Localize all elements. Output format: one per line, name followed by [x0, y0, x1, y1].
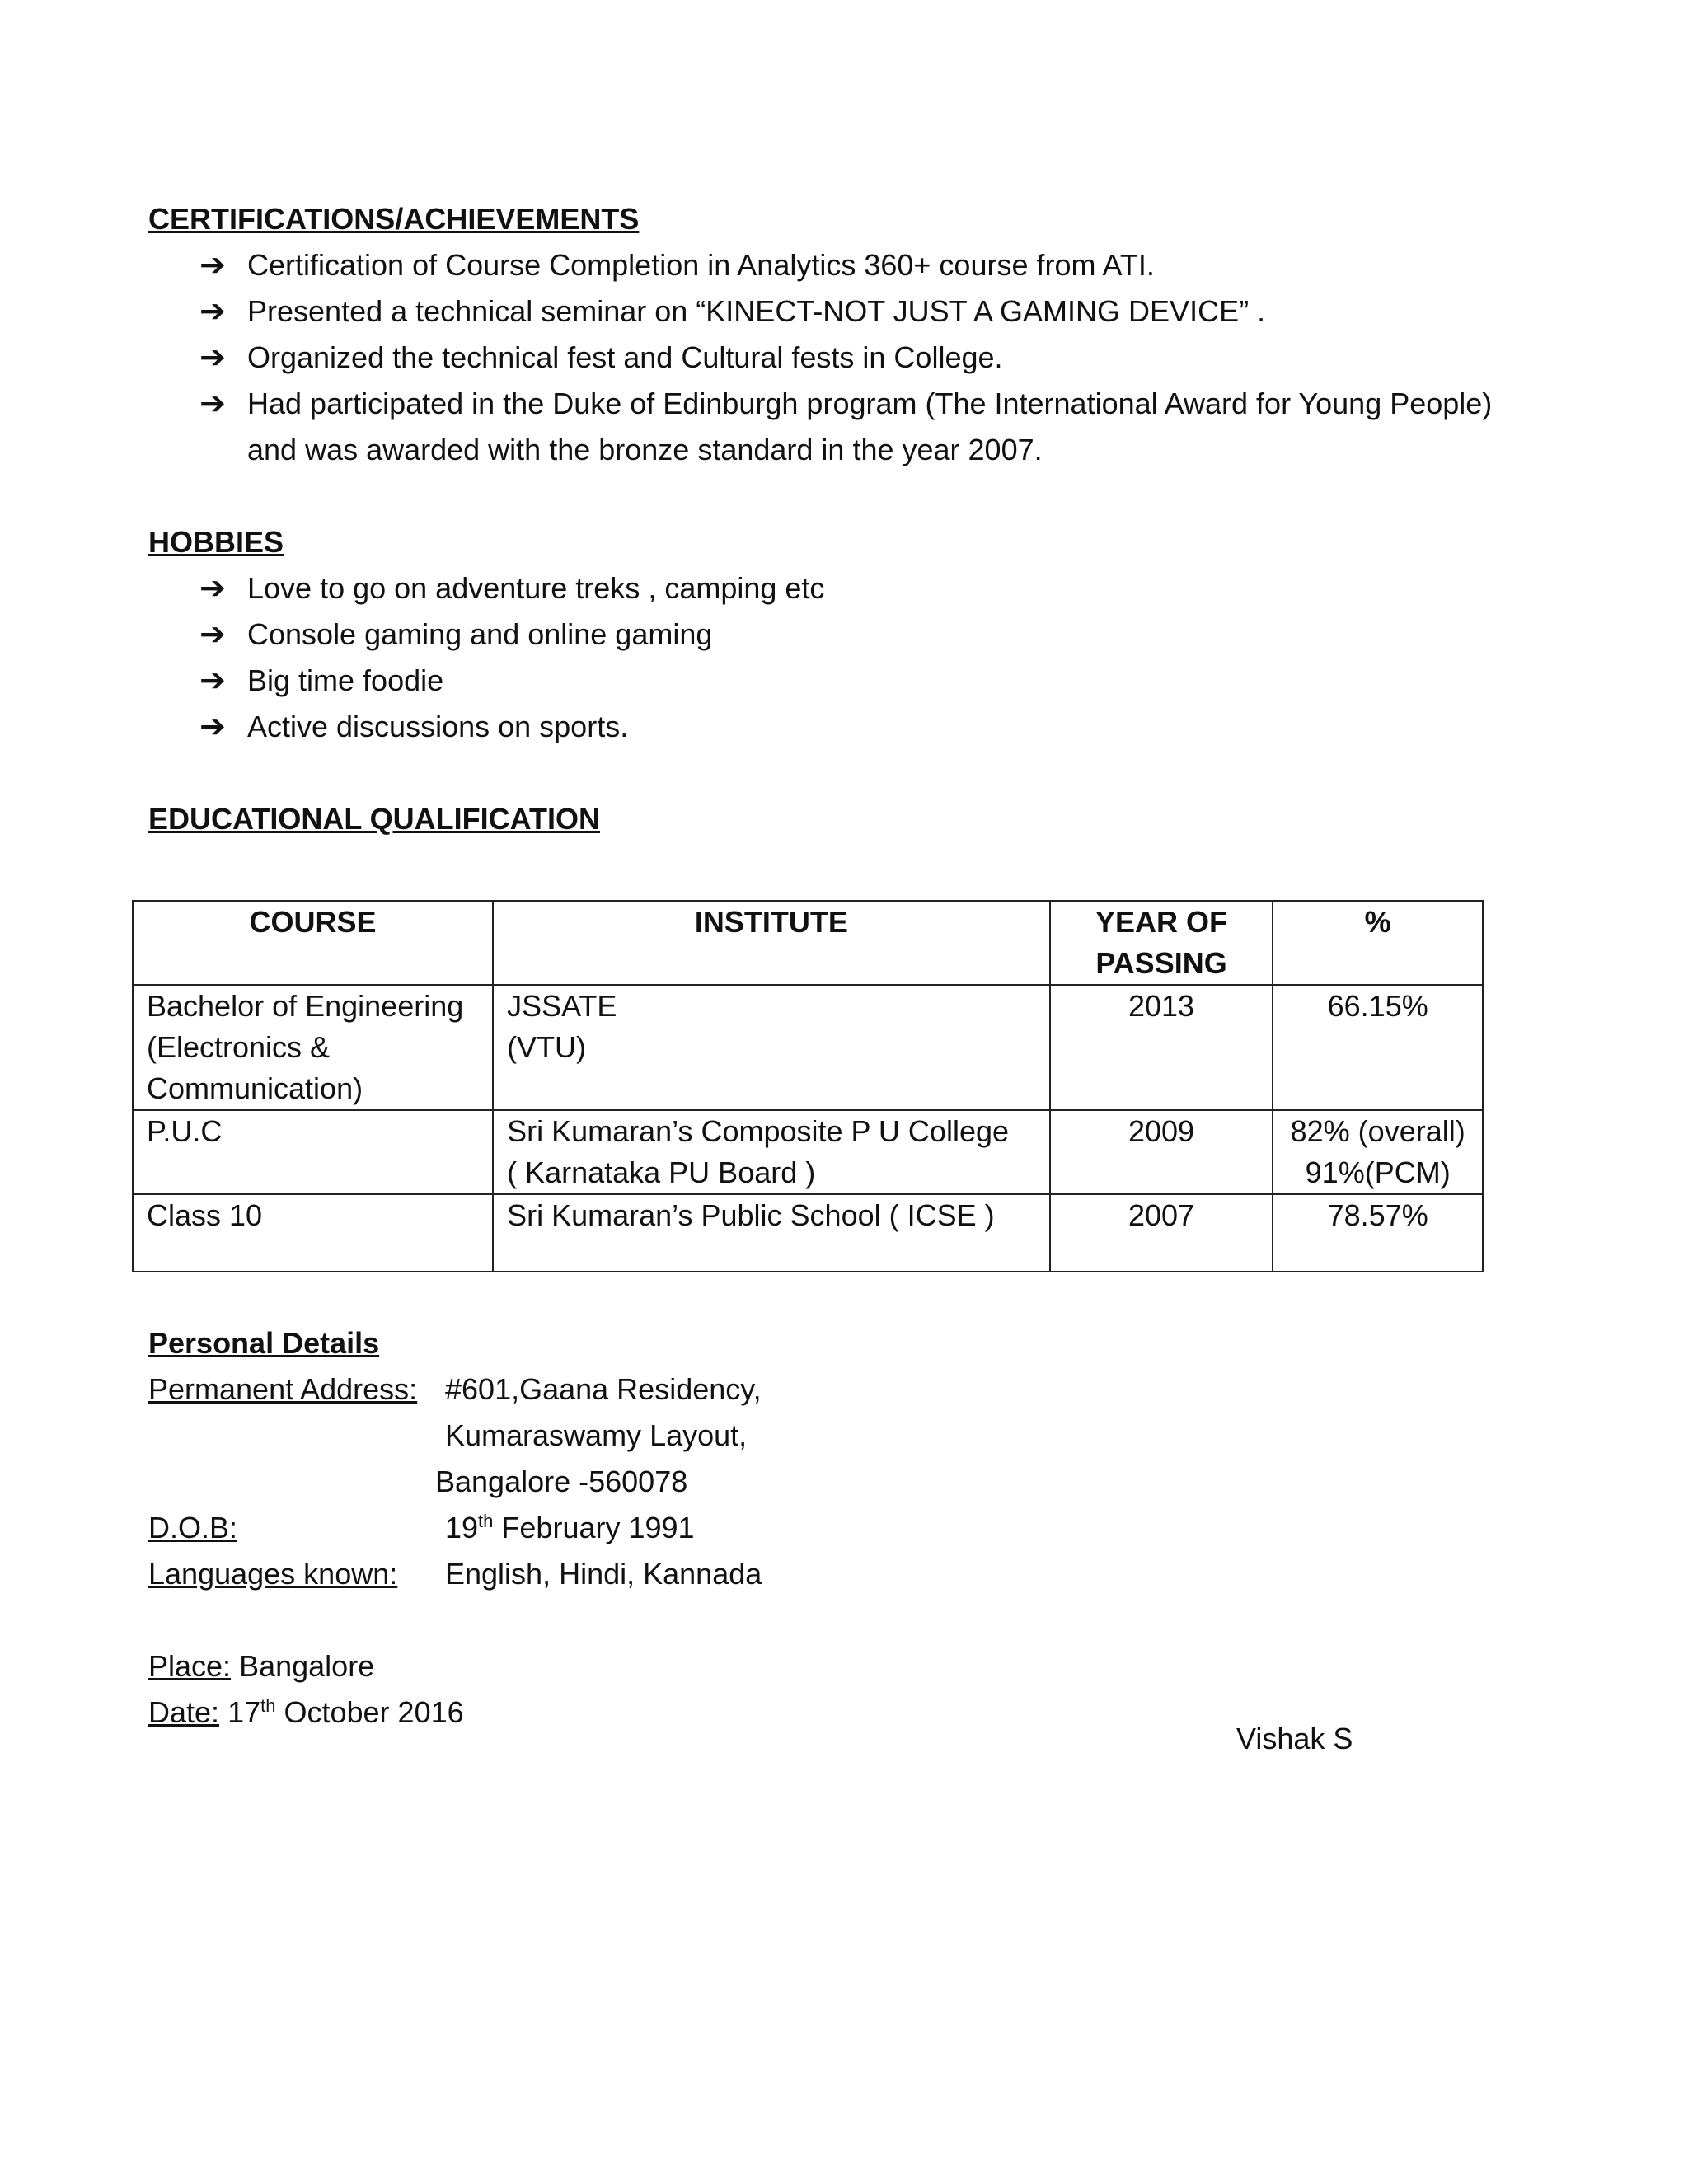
institute-cell: Sri Kumaran’s Public School ( ICSE ) [493, 1194, 1050, 1272]
table-row [133, 1110, 1483, 1194]
address-line: Kumaraswamy Layout, [445, 1418, 748, 1452]
signature-name: Vishak S [1236, 1722, 1353, 1755]
arrow-icon: ➔ [199, 294, 226, 329]
arrow-icon: ➔ [199, 340, 226, 375]
arrow-icon: ➔ [199, 248, 226, 283]
resume-page [148, 196, 1550, 1736]
certifications-heading: CERTIFICATIONS/ACHIEVEMENTS [148, 202, 640, 236]
address-row [148, 1366, 1550, 1413]
list-item: ➔ Active discussions on sports. [199, 704, 1550, 750]
year-cell: 2009 [1050, 1110, 1273, 1194]
list-item: ➔ Console gaming and online gaming [199, 612, 1550, 658]
certifications-list [148, 242, 1550, 473]
personal-details-heading: Personal Details [148, 1326, 380, 1360]
arrow-icon: ➔ [199, 710, 226, 744]
arrow-icon: ➔ [199, 571, 226, 606]
table-row [133, 985, 1483, 1110]
column-header-course: COURSE [133, 901, 493, 985]
institute-cell: JSSATE (VTU) [493, 985, 1050, 1110]
personal-details [148, 1320, 1550, 1597]
languages-value: English, Hindi, Kannada [445, 1557, 762, 1591]
arrow-icon: ➔ [199, 617, 226, 652]
column-header-percent: % [1273, 901, 1483, 985]
table-header-row [133, 901, 1483, 985]
place-label: Place: [148, 1649, 232, 1683]
list-item: ➔ Presented a technical seminar on “KINECT-NOT JUST A GAMING DEVICE” . [199, 288, 1550, 335]
column-header-institute: INSTITUTE [493, 901, 1050, 985]
dob-row [148, 1505, 1550, 1551]
list-item-continuation: and was awarded with the bronze standard in the year 2007. [247, 433, 1043, 466]
list-item: ➔ Had participated in the Duke of Edinburgh program (The International Award for Young People) [199, 381, 1550, 427]
list-item: ➔ Big time foodie [199, 658, 1550, 704]
percent-cell: 66.15% [1273, 985, 1483, 1110]
languages-label: Languages known: [148, 1557, 398, 1591]
column-header-year: YEAR OF PASSING [1050, 901, 1273, 985]
education-table [132, 900, 1484, 1272]
place-value: Bangalore [239, 1649, 375, 1683]
date-value: 17th October 2016 [227, 1695, 464, 1729]
place-row [148, 1643, 1550, 1690]
year-cell: 2013 [1050, 985, 1273, 1110]
address-label: Permanent Address: [148, 1372, 418, 1406]
year-cell: 2007 [1050, 1194, 1273, 1272]
hobbies-list [148, 565, 1550, 750]
percent-cell: 78.57% [1273, 1194, 1483, 1272]
arrow-icon: ➔ [199, 663, 226, 698]
list-item: ➔ Certification of Course Completion in Analytics 360+ course from ATI. [199, 242, 1550, 288]
address-line: Bangalore -560078 [435, 1465, 688, 1498]
address-line: #601,Gaana Residency, [445, 1372, 762, 1406]
list-item: ➔ Love to go on adventure treks , camping etc [199, 565, 1550, 612]
percent-cell: 82% (overall) 91%(PCM) [1273, 1110, 1483, 1194]
course-cell: Bachelor of Engineering (Electronics & Communication) [133, 985, 493, 1110]
institute-cell: Sri Kumaran’s Composite P U College ( Karnataka PU Board ) [493, 1110, 1050, 1194]
languages-row [148, 1551, 1550, 1597]
arrow-icon: ➔ [199, 387, 226, 421]
education-heading: EDUCATIONAL QUALIFICATION [148, 802, 600, 836]
hobbies-heading: HOBBIES [148, 525, 284, 559]
table-row [133, 1194, 1483, 1272]
date-label: Date: [148, 1695, 220, 1729]
course-cell: P.U.C [133, 1110, 493, 1194]
course-cell: Class 10 [133, 1194, 493, 1272]
dob-value: 19th February 1991 [445, 1511, 695, 1544]
dob-label: D.O.B: [148, 1511, 238, 1544]
list-item: ➔ Organized the technical fest and Cultural fests in College. [199, 335, 1550, 381]
